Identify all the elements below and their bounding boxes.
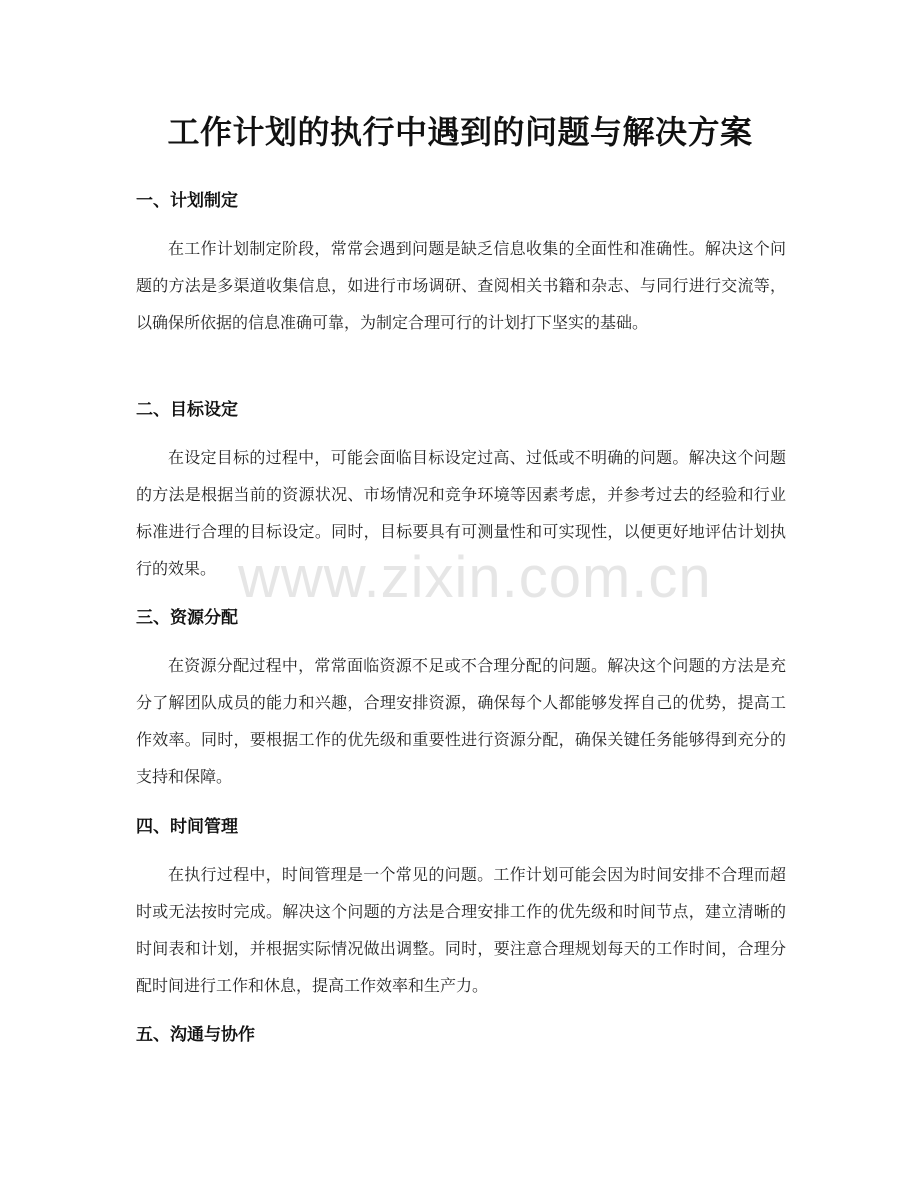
section-body-1: 在工作计划制定阶段，常常会遇到问题是缺乏信息收集的全面性和准确性。解决这个问题的方法是多渠道收集信息，如进行市场调研、查阅相关书籍和杂志、与同行进行交流等，以确保所依据的信息准确可靠，为制定合理可行的计划打下坚实的基础。 <box>136 239 786 332</box>
section-heading-5: 五、沟通与协作 <box>136 1025 255 1045</box>
page-title: 工作计划的执行中遇到的问题与解决方案 <box>167 113 753 151</box>
section-body-3: 在资源分配过程中，常常面临资源不足或不合理分配的问题。解决这个问题的方法是充分了解团队成员的能力和兴趣，合理安排资源，确保每个人都能够发挥自己的优势，提高工作效率。同时，要根据工作的优先级和重要性进行资源分配，确保关键任务能够得到充分的支持和保障。 <box>136 656 786 786</box>
section-heading-4: 四、时间管理 <box>136 817 238 837</box>
section-body-2: 在设定目标的过程中，可能会面临目标设定过高、过低或不明确的问题。解决这个问题的方法是根据当前的资源状况、市场情况和竞争环境等因素考虑，并参考过去的经验和行业标准进行合理的目标设定。同时，目标要具有可测量性和可实现性，以便更好地评估计划执行的效果。 <box>136 448 786 578</box>
section-heading-3: 三、资源分配 <box>136 608 238 628</box>
section-heading-1: 一、计划制定 <box>136 191 238 211</box>
section-body-4: 在执行过程中，时间管理是一个常见的问题。工作计划可能会因为时间安排不合理而超时或无法按时完成。解决这个问题的方法是合理安排工作的优先级和时间节点，建立清晰的时间表和计划，并根据实际情况做出调整。同时，要注意合理规划每天的工作时间，合理分配时间进行工作和休息，提高工作效率和生产力。 <box>136 865 786 995</box>
section-heading-2: 二、目标设定 <box>136 400 238 420</box>
watermark-text: www.zixin.com.cn <box>238 545 712 610</box>
